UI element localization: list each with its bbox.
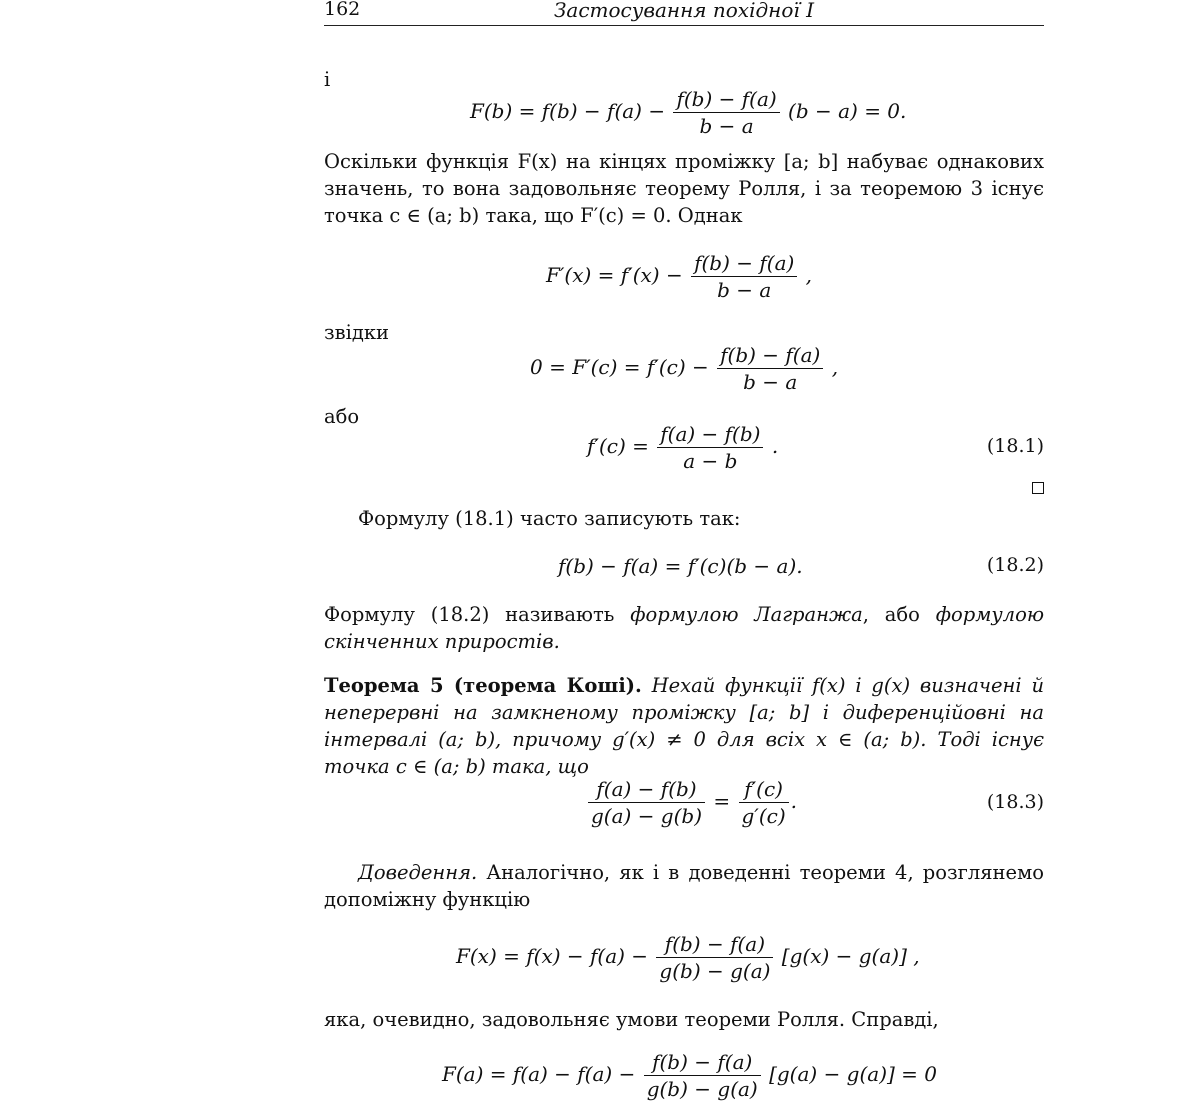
equation-number-18-1: (18.1) [986,435,1044,457]
equation-18-3: $\frac{f(a) - f(b)}{g(a) - g(b)}$ = $\frac{f'(c)}{g'(c)}$ . [586,776,797,829]
term-lagrange-formula: формулою Лагранжа [630,603,863,626]
equation-F-of-x: F(x) = f(x) − f(a) − $\frac{f(b) - f(a)}{g(b) - g(a)}$ [g(x) − g(a)] , [456,932,920,983]
proof-paragraph: Доведення. Аналогічно, як і в доведенні теореми 4, розглянемо допоміжну функцію [324,861,1044,911]
theorem-heading: Теорема 5 (теорема Коші). [324,674,642,697]
equation-18-1: f′(c) = $\frac{f(a) - f(b)}{a - b}$ . [587,422,779,473]
running-header [324,0,1044,26]
theorem-5 [324,672,1044,780]
running-title: Застосування похідної I [553,0,815,22]
conjunction-i: і [324,68,331,91]
paragraph-formulu-18-2: Формулу (18.2) називають формулою Лагранжа, або формулою скінченних приростів. [324,603,1045,653]
equation-F-of-a: F(a) = f(a) − f(a) − $\frac{f(b) - f(a)}{g(b) - g(a)}$ [g(a) − g(a)] = 0 [442,1050,938,1101]
theorem-statement: Нехай функції f(x) і g(x) визначені й неперервні на замкненому проміжку [a; b] і диференційовні на інтервалі (a; b), причому g′(x) ≠ 0 для всіх x ∈ (a; b). Тоді існує точка c ∈ (a; b) така, що [324,674,1045,778]
word-abo: або [324,405,360,428]
paragraph-formulu-18-1: Формулу (18.1) часто записують так: [358,507,741,530]
paragraph-oskilky: Оскільки функція F(x) на кінцях проміжку [a; b] набуває однакових значень, то вона задовольняє теорему Ролля, і за теоремою 3 існує точка c ∈ (a; b) така, що F′(c) = 0. Однак [324,150,1044,227]
equation-18-2: f(b) − f(a) = f′(c)(b − a). [558,554,803,578]
proof-heading: Доведення. [358,861,478,884]
term-finite-increments: формулою скінченних приростів. [324,603,1045,653]
word-zvidky: звідки [324,321,390,344]
paragraph-yaka: яка, очевидно, задовольняє умови теореми Ролля. Справді, [324,1008,939,1031]
qed-square-icon [1032,482,1044,494]
equation-number-18-3: (18.3) [986,791,1044,813]
book-page [324,0,1044,1105]
equation-F-prime: F′(x) = f′(x) − $\frac{f(b) - f(a)}{b - a}$ , [546,251,813,302]
page-number: 162 [324,0,361,20]
equation-zero: 0 = F′(c) = f′(c) − $\frac{f(b) - f(a)}{b - a}$ , [530,343,839,394]
equation-F-of-b: F(b) = f(b) − f(a) − $\frac{f(b) - f(a)}{b - a}$ (b − a) = 0. [470,87,907,138]
equation-number-18-2: (18.2) [986,554,1044,576]
